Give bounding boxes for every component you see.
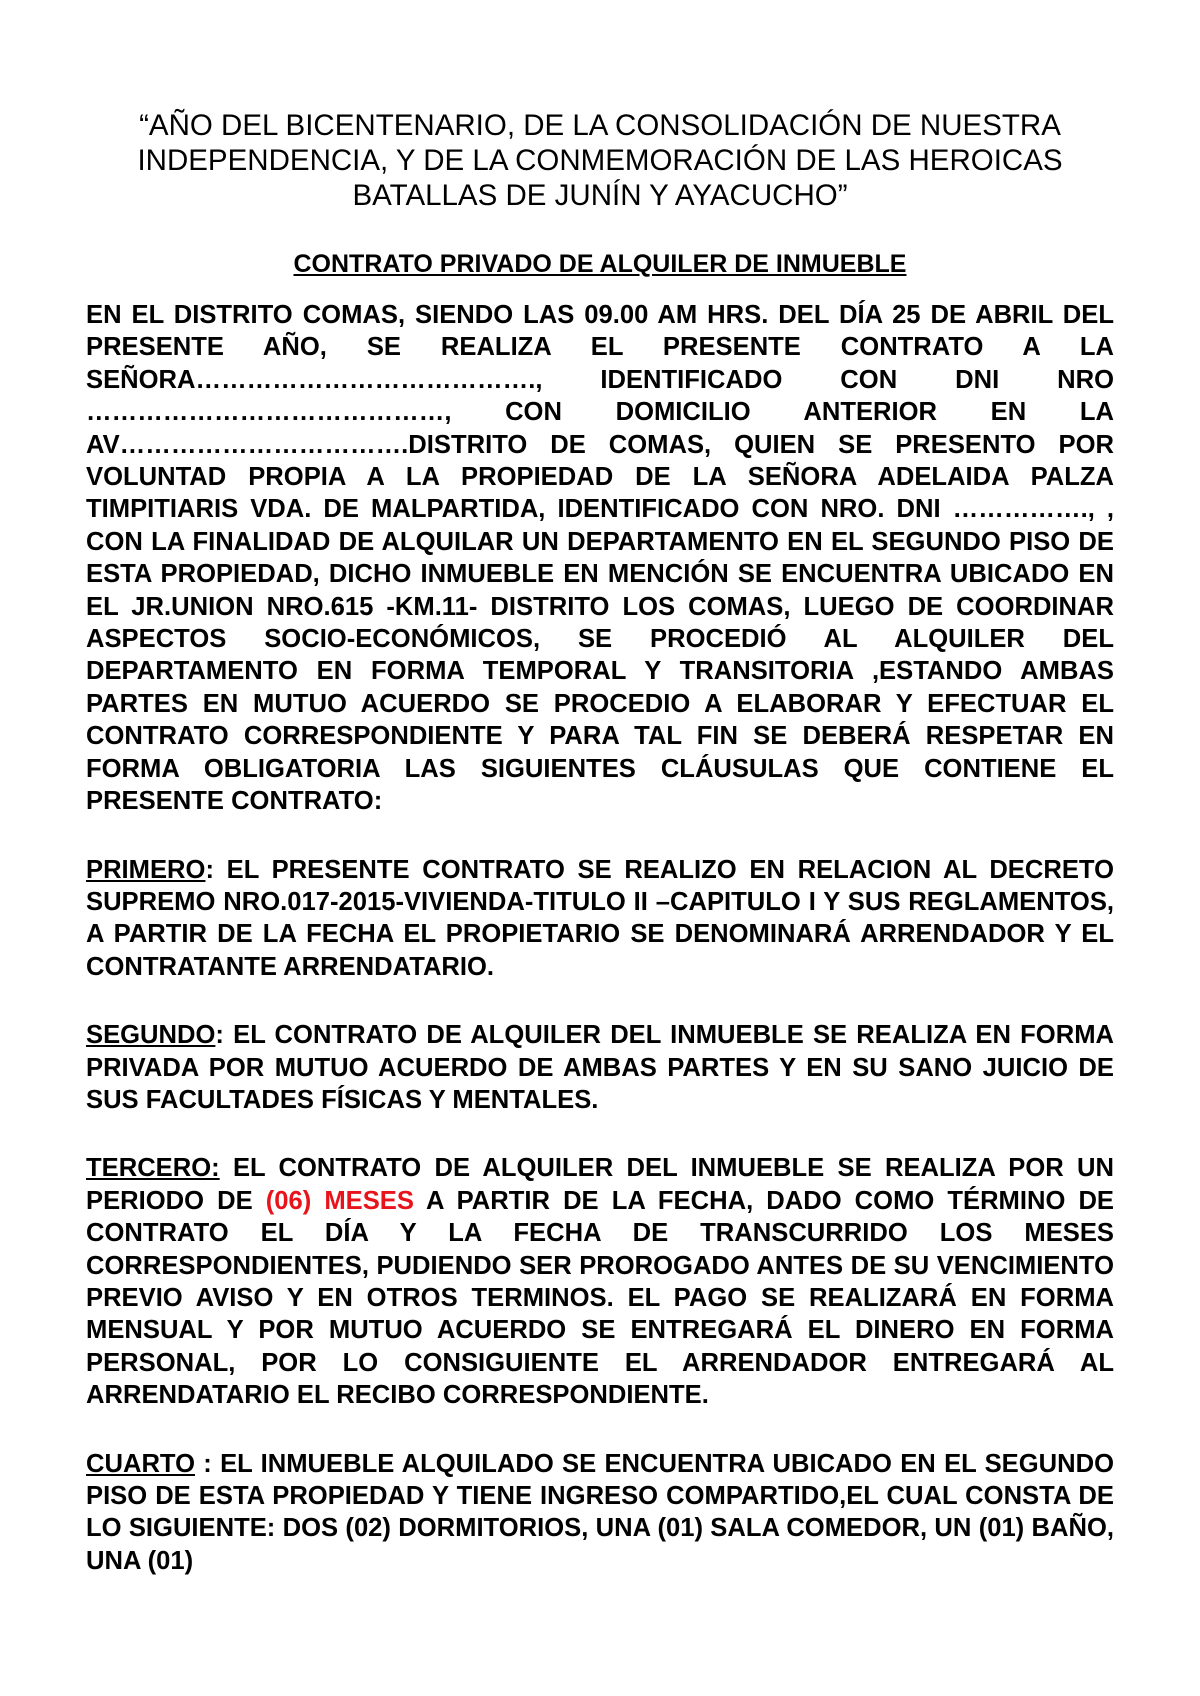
clause-tercero: [86, 1152, 1114, 1411]
clause-label: TERCERO:: [86, 1154, 220, 1183]
intro-paragraph: [86, 299, 1114, 818]
motto-line-2: INDEPENDENCIA, Y DE LA CONMEMORACIÓN DE LAS HEROICAS: [137, 144, 1063, 177]
clause-label: PRIMERO: [86, 855, 206, 884]
clause-text: EL PRESENTE CONTRATO SE REALIZO EN RELACION AL DECRETO SUPREMO NRO.017-2015-VIVIENDA-TITULO II –CAPITULO I Y SUS REGLAMENTOS, A PARTIR DE LA FECHA EL PROPIETARIO SE DENOMINARÁ ARRENDADOR Y EL CONTRATANTE ARRENDATARIO.: [86, 855, 1114, 981]
clause-label: SEGUNDO: [86, 1021, 216, 1050]
intro-text: EN EL DISTRITO COMAS, SIENDO LAS 09.00 AM HRS. DEL DÍA 25 DE ABRIL DEL PRESENTE AÑO, SE REALIZA EL PRESENTE CONTRATO A LA SEÑORA…………………………………., IDENTIFICADO CON DNI NRO ……………………………………, CON DOMICILIO ANTERIOR EN LA AV…………………………….DISTRITO DE COMAS, QUIEN SE PRESENTO POR VOLUNTAD PROPIA A LA PROPIEDAD DE LA SEÑORA ADELAIDA PALZA TIMPITIARIS VDA. DE MALPARTIDA, IDENTIFICADO CON NRO. DNI ……………., , CON LA FINALIDAD DE ALQUILAR UN DEPARTAMENTO EN EL SEGUNDO PISO DE ESTA PROPIEDAD, DICHO INMUEBLE EN MENCIÓN SE ENCUENTRA UBICADO EN EL JR.UNION NRO.615 -KM.11- DISTRITO LOS COMAS, LUEGO DE COORDINAR ASPECTOS SOCIO-ECONÓMICOS, SE PROCEDIÓ AL ALQUILER DEL DEPARTAMENTO EN FORMA TEMPORAL Y TRANSITORIA ,ESTANDO AMBAS PARTES EN MUTUO ACUERDO SE PROCEDIO A ELABORAR Y EFECTUAR EL CONTRATO CORRESPONDIENTE Y PARA TAL FIN SE DEBERÁ RESPETAR EN FORMA OBLIGATORIA LAS SIGUIENTES CLÁUSULAS QUE CONTIENE EL PRESENTE CONTRATO:: [86, 301, 1114, 816]
clause-primero: [86, 854, 1114, 984]
clause-label: CUARTO: [86, 1449, 196, 1478]
clause-text: : EL INMUEBLE ALQUILADO SE ENCUENTRA UBICADO EN EL SEGUNDO PISO DE ESTA PROPIEDAD Y TIENE INGRESO COMPARTIDO,EL CUAL CONSTA DE LO SIGUIENTE: DOS (02) DORMITORIOS, UNA (01) SALA COMEDOR, UN (01) BAÑO, UNA (01): [86, 1449, 1114, 1575]
clause-text: A PARTIR DE LA FECHA, DADO COMO TÉRMINO DE CONTRATO EL DÍA Y LA FECHA DE TRANSCURRIDO LOS MESES CORRESPONDIENTES, PUDIENDO SER PROROGADO ANTES DE SU VENCIMIENTO PREVIO AVISO Y EN OTROS TERMINOS. EL PAGO SE REALIZARÁ EN FORMA MENSUAL Y POR MUTUO ACUERDO SE ENTREGARÁ EL DINERO EN FORMA PERSONAL, POR LO CONSIGUIENTE EL ARRENDADOR ENTREGARÁ AL ARRENDATARIO EL RECIBO CORRESPONDIENTE.: [86, 1186, 1115, 1410]
official-year-motto: [96, 108, 1104, 213]
document-page: [86, 108, 1114, 1577]
clause-text: EL CONTRATO DE ALQUILER DEL INMUEBLE SE REALIZA POR UN PERIODO DE: [86, 1154, 1114, 1215]
clause-segundo: [86, 1019, 1114, 1116]
contract-title: CONTRATO PRIVADO DE ALQUILER DE INMUEBLE: [293, 250, 907, 278]
clause-text: EL CONTRATO DE ALQUILER DEL INMUEBLE SE REALIZA EN FORMA PRIVADA POR MUTUO ACUERDO DE AMBAS PARTES Y EN SU SANO JUICIO DE SUS FACULTADES FÍSICAS Y MENTALES.: [86, 1021, 1114, 1114]
motto-line-3: BATALLAS DE JUNÍN Y AYACUCHO”: [352, 179, 848, 212]
duration-highlight: (06) MESES: [265, 1186, 414, 1215]
clause-separator: :: [215, 1021, 224, 1050]
clause-cuarto: [86, 1448, 1114, 1578]
clause-separator: :: [205, 855, 214, 884]
motto-line-1: “AÑO DEL BICENTENARIO, DE LA CONSOLIDACIÓN DE NUESTRA: [139, 109, 1061, 142]
